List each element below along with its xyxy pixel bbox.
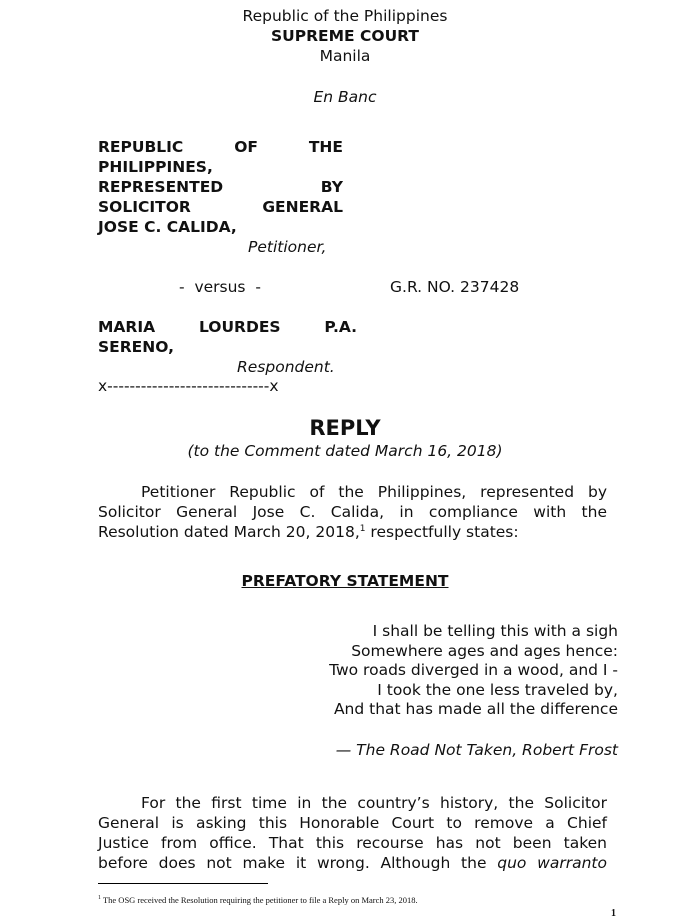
section-heading: PREFATORY STATEMENT [241, 572, 449, 590]
poem-attribution: — The Road Not Taken, Robert Frost [335, 741, 618, 759]
petitioner-line: REPRESENTED BY [98, 178, 343, 196]
respondent-role: Respondent. [237, 358, 335, 376]
petitioner-line: SOLICITOR GENERAL [98, 198, 343, 216]
page-number: 1 [611, 908, 616, 919]
document-subtitle: (to the Comment dated March 16, 2018) [187, 442, 503, 460]
body-paragraph [98, 793, 607, 873]
case-number: G.R. NO. 237428 [390, 278, 520, 296]
body-line: General is asking this Honorable Court to remove a Chief [98, 814, 607, 832]
body-line: Justice from office. That this recourse has not been taken [98, 834, 607, 852]
footnote-number: 1 [98, 895, 101, 902]
header-city: Manila [319, 47, 371, 65]
poem-line: I took the one less traveled by, [377, 680, 618, 699]
petitioner-line: JOSE C. CALIDA, [98, 218, 237, 236]
footnote-divider [98, 883, 268, 884]
intro-line: Petitioner Republic of the Philippines, represented by [141, 483, 607, 501]
intro-line: Solicitor General Jose C. Calida, in compliance with the [98, 503, 607, 521]
poem-line: I shall be telling this with a sigh [372, 622, 618, 640]
header-court: SUPREME COURT [271, 27, 419, 45]
poem-line: Two roads diverged in a wood, and I - [329, 661, 618, 679]
document-title: REPLY [309, 416, 381, 440]
intro-line-last [98, 522, 607, 542]
respondent-line: MARIA LOURDES P.A. [98, 318, 357, 336]
intro-text: Resolution dated March 20, 2018, [98, 523, 360, 541]
petitioner-line: PHILIPPINES, [98, 158, 213, 176]
body-line: For the first time in the country’s history, the Solicitor [141, 794, 607, 812]
petitioner-line: REPUBLIC OF THE [98, 138, 343, 156]
header-division: En Banc [313, 88, 377, 106]
respondent-block [98, 317, 357, 357]
respondent-line: SERENO, [98, 338, 174, 356]
body-text: before does not make it wrong. Although the [98, 854, 498, 872]
header-republic: Republic of the Philippines [242, 7, 448, 25]
versus-label: - versus - [179, 278, 261, 296]
intro-paragraph [98, 482, 607, 542]
footnote-text: The OSG received the Resolution requiring the petitioner to file a Reply on March 23, 2018. [101, 895, 418, 905]
petitioner-role: Petitioner, [248, 238, 327, 256]
intro-text-tail: respectfully states: [365, 523, 519, 541]
footnote [98, 895, 418, 905]
poem-block [329, 622, 618, 720]
poem-line: Somewhere ages and ages hence: [351, 641, 618, 660]
body-line-last [98, 853, 607, 873]
poem-line: And that has made all the difference [333, 700, 618, 718]
body-italic-term: quo warranto [497, 854, 607, 872]
caption-separator: x-----------------------------x [98, 377, 279, 395]
petitioner-block [98, 137, 343, 237]
footnote-reference[interactable]: 1 [359, 523, 366, 534]
